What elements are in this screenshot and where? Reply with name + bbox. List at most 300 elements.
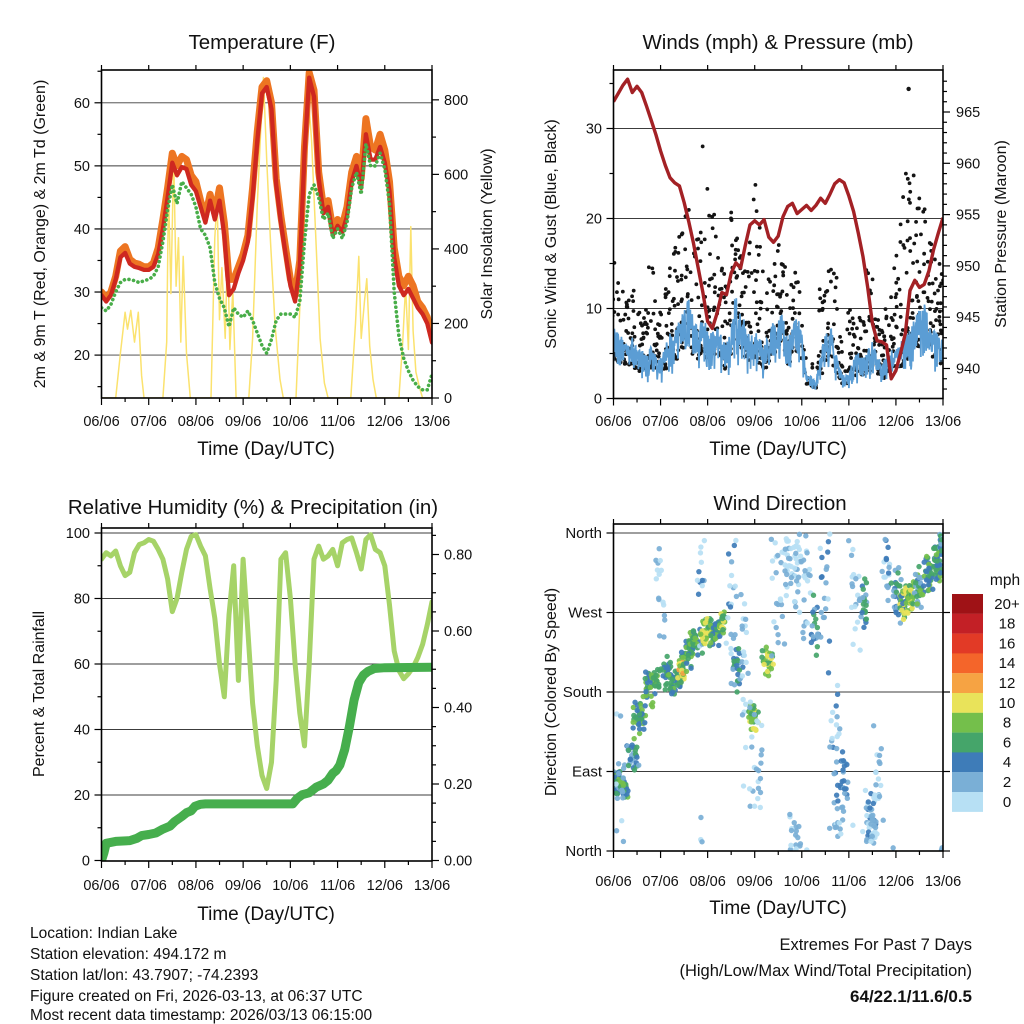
scatter-dot (716, 643, 721, 648)
gust-dot (894, 325, 898, 329)
gust-dot (911, 261, 915, 265)
gust-dot (912, 174, 916, 178)
scatter-dot (635, 708, 640, 713)
scatter-dot (800, 630, 805, 635)
scatter-dot (882, 537, 887, 542)
gust-dot (627, 317, 631, 321)
temperature-ylabel-right: Solar Insolation (Yellow) (479, 148, 496, 320)
colorbar-label: 10 (998, 694, 1016, 712)
gust-dot (663, 292, 667, 296)
scatter-dot (699, 839, 704, 844)
gust-dot (894, 295, 898, 299)
gust-dot (944, 341, 948, 345)
scatter-dot (916, 564, 921, 569)
gust-dot (632, 309, 636, 313)
scatter-dot (782, 562, 787, 567)
scatter-dot (842, 786, 847, 791)
gust-dot (755, 300, 759, 304)
gust-dot (747, 252, 751, 256)
gust-dot (901, 195, 905, 199)
gust-dot (712, 305, 716, 309)
gust-dot (906, 219, 910, 223)
y-tick-label: 30 (585, 121, 602, 138)
gust-dot (777, 243, 781, 247)
scatter-dot (693, 635, 698, 640)
gust-dot (616, 281, 620, 285)
scatter-dot (708, 640, 713, 645)
temperature-ylabel-left: 2m & 9m T (Red, Orange) & 2m Td (Green) (32, 79, 49, 389)
scatter-dot (758, 790, 763, 795)
colorbar-swatch (952, 713, 983, 733)
humidity-xlabel: Time (Day/UTC) (197, 904, 335, 925)
scatter-dot (818, 546, 823, 551)
gust-dot (917, 197, 921, 201)
gust-dot (923, 220, 927, 224)
gust-dot (720, 324, 724, 328)
scatter-dot (740, 712, 745, 717)
scatter-dot (784, 538, 789, 543)
y-tick-label: 200 (444, 316, 469, 333)
gust-dot (723, 336, 727, 340)
gust-dot (699, 231, 703, 235)
gust-dot (744, 285, 748, 289)
scatter-dot (886, 565, 891, 570)
scatter-dot (827, 744, 832, 749)
direction-tick-label: South (562, 684, 602, 701)
x-tick-label: 06/06 (595, 414, 632, 430)
gust-dot (757, 329, 761, 333)
scatter-dot (621, 775, 626, 780)
scatter-dot (795, 589, 800, 594)
gust-dot (826, 321, 830, 325)
gust-dot (840, 340, 844, 344)
scatter-dot (797, 610, 802, 615)
scatter-dot (827, 531, 832, 536)
colorbar-swatch (952, 752, 983, 772)
gust-dot (817, 354, 821, 358)
colorbar-swatch (952, 792, 983, 812)
x-tick-label: 09/06 (736, 874, 773, 890)
scatter-dot (878, 783, 883, 788)
scatter-dot (921, 583, 926, 588)
gust-dot (838, 335, 842, 339)
scatter-dot (837, 826, 842, 831)
direction-tick-label: East (571, 763, 602, 781)
gust-dot (848, 320, 852, 324)
gust-dot (922, 290, 926, 294)
scatter-dot (769, 653, 774, 658)
scatter-dot (732, 543, 737, 548)
gust-dot (793, 311, 797, 315)
scatter-dot (855, 619, 860, 624)
scatter-dot (837, 820, 842, 825)
gust-dot (936, 289, 940, 293)
y-tick-label: 0.20 (444, 777, 473, 793)
gust-dot (793, 271, 797, 275)
gust-dot (895, 305, 899, 309)
gust-dot (735, 274, 739, 278)
gust-dot (893, 313, 897, 317)
scatter-dot (761, 662, 766, 667)
scatter-dot (618, 713, 623, 718)
scatter-dot (630, 725, 635, 730)
scatter-dot (733, 583, 738, 588)
scatter-dot (815, 644, 820, 649)
scatter-dot (637, 731, 642, 736)
scatter-dot (901, 617, 906, 622)
scatter-dot (620, 781, 625, 786)
scatter-dot (805, 620, 810, 625)
footer-created: Figure created on Fri, 2026-03-13, at 06:37 UTC (30, 988, 363, 1005)
scatter-dot (745, 671, 750, 676)
scatter-dot (728, 604, 733, 609)
gust-dot (890, 316, 894, 320)
scatter-dot (725, 615, 730, 620)
scatter-dot (838, 831, 843, 836)
gust-dot (703, 237, 707, 241)
y-tick-label: 960 (956, 156, 981, 173)
gust-dot (784, 321, 788, 325)
scatter-dot (835, 692, 840, 697)
scatter-dot (700, 650, 705, 655)
gust-dot (647, 265, 651, 269)
scatter-dot (870, 813, 875, 818)
scatter-dot (825, 596, 830, 601)
gust-dot (742, 291, 746, 295)
gust-dot (785, 293, 789, 297)
colorbar-swatch (952, 594, 983, 614)
scatter-dot (747, 705, 752, 710)
gust-dot (849, 352, 853, 356)
scatter-dot (751, 726, 756, 731)
scatter-dot (665, 666, 670, 671)
gust-dot (856, 346, 860, 350)
scatter-dot (834, 703, 839, 708)
gust-dot (723, 367, 727, 371)
scatter-dot (933, 577, 938, 582)
scatter-dot (670, 689, 675, 694)
gust-dot (922, 252, 926, 256)
scatter-dot (758, 752, 763, 757)
colorbar-swatch (952, 653, 983, 673)
scatter-dot (905, 610, 910, 615)
x-tick-label: 12/06 (366, 878, 403, 894)
gust-dot (736, 248, 740, 252)
gust-dot (798, 290, 802, 294)
scatter-dot (835, 683, 840, 688)
gust-dot (937, 315, 941, 319)
scatter-dot (783, 582, 788, 587)
scatter-dot (868, 821, 873, 826)
gust-dot (696, 237, 700, 241)
scatter-dot (758, 760, 763, 765)
gust-dot (705, 187, 709, 191)
scatter-dot (662, 613, 667, 618)
scatter-dot (620, 795, 625, 800)
gust-dot (851, 343, 855, 347)
scatter-dot (868, 839, 873, 844)
scatter-dot (616, 761, 621, 766)
scatter-dot (898, 577, 903, 582)
gust-dot (684, 275, 688, 279)
gust-dot (616, 313, 620, 317)
gust-dot (785, 332, 789, 336)
y-tick-label: 400 (444, 241, 469, 258)
gust-dot (730, 244, 734, 248)
gust-dot (939, 322, 943, 326)
scatter-dot (826, 670, 831, 675)
scatter-dot (881, 818, 886, 823)
x-tick-label: 06/06 (83, 414, 120, 430)
scatter-dot (679, 650, 684, 655)
scatter-dot (840, 749, 845, 754)
scatter-dot (636, 762, 641, 767)
scatter-dot (663, 687, 668, 692)
gust-dot (653, 343, 657, 347)
scatter-dot (879, 569, 884, 574)
scatter-dot (793, 847, 798, 852)
gust-dot (689, 270, 693, 274)
scatter-dot (775, 640, 780, 645)
scatter-dot (770, 576, 775, 581)
scatter-dot (896, 612, 901, 617)
gust-dot (837, 351, 841, 355)
colorbar-label: 8 (1002, 714, 1012, 732)
scatter-dot (810, 609, 815, 614)
scatter-dot (643, 689, 648, 694)
gust-dot (699, 259, 703, 263)
gust-dot (826, 326, 830, 330)
scatter-dot (895, 570, 900, 575)
gust-dot (882, 334, 886, 338)
y-tick-label: 955 (956, 207, 981, 224)
gust-dot (677, 235, 681, 239)
y-tick-label: 0.60 (444, 624, 473, 640)
gust-dot (918, 306, 922, 310)
scatter-dot (700, 583, 705, 588)
gust-dot (817, 309, 821, 313)
footer-location: Location: Indian Lake (30, 925, 178, 942)
x-tick-label: 10/06 (272, 414, 309, 430)
scatter-dot (661, 634, 666, 639)
scatter-dot (873, 819, 878, 824)
gust-dot (639, 321, 643, 325)
scatter-dot (758, 776, 763, 781)
scatter-dot (885, 545, 890, 550)
temp-2m-line (102, 78, 433, 343)
scatter-dot (732, 682, 737, 687)
gust-dot (686, 292, 690, 296)
gust-dot (892, 342, 896, 346)
gust-dot (685, 268, 689, 272)
gust-dot (623, 313, 627, 317)
gust-dot (908, 190, 912, 194)
temp-9m-line (102, 73, 433, 337)
gust-dot (720, 267, 724, 271)
x-tick-label: 06/06 (83, 878, 120, 894)
gust-dot (667, 290, 671, 294)
scatter-dot (794, 578, 799, 583)
gust-dot (938, 319, 942, 323)
gust-dot (657, 351, 661, 355)
y-tick-label: 80 (73, 591, 90, 608)
gust-dot (848, 332, 852, 336)
gust-dot (919, 232, 923, 236)
scatter-dot (786, 556, 791, 561)
gust-dot (829, 280, 833, 284)
gust-dot (658, 323, 662, 327)
y-tick-label: 20 (73, 348, 90, 365)
scatter-dot (819, 610, 824, 615)
gust-dot (733, 257, 737, 261)
gust-dot (876, 318, 880, 322)
scatter-dot (866, 799, 871, 804)
scatter-dot (698, 550, 703, 555)
gust-dot (728, 311, 732, 315)
gust-dot (915, 295, 919, 299)
scatter-dot (889, 580, 894, 585)
gust-dot (729, 211, 733, 215)
scatter-dot (636, 721, 641, 726)
x-tick-label: 12/06 (877, 414, 915, 430)
x-tick-label: 09/06 (224, 414, 262, 430)
scatter-dot (814, 653, 819, 658)
colorbar-label: 6 (1002, 734, 1012, 752)
scatter-dot (739, 623, 744, 628)
gust-dot (772, 283, 776, 287)
scatter-dot (873, 782, 878, 787)
gust-dot (852, 322, 856, 326)
scatter-dot (793, 551, 798, 556)
y-tick-label: 30 (73, 285, 90, 302)
gust-dot (718, 287, 722, 291)
x-tick-label: 11/06 (319, 878, 356, 894)
scatter-dot (811, 593, 816, 598)
gust-dot (697, 314, 701, 318)
direction-tick-label: West (568, 604, 602, 622)
scatter-dot (873, 770, 878, 775)
gust-dot (787, 326, 791, 330)
scatter-dot (670, 677, 675, 682)
footer-latlon: Station lat/lon: 43.7907; -74.2393 (30, 967, 259, 984)
gust-dot (935, 307, 939, 311)
x-tick-label: 07/06 (642, 874, 679, 890)
gust-dot (722, 272, 726, 276)
scatter-dot (749, 744, 754, 749)
gust-dot (756, 322, 760, 326)
gust-dot (791, 306, 795, 310)
gust-dot (834, 286, 838, 290)
scatter-dot (860, 829, 865, 834)
scatter-dot (728, 651, 733, 656)
gust-dot (894, 281, 898, 285)
scatter-dot (654, 576, 659, 581)
scatter-dot (634, 755, 639, 760)
scatter-dot (914, 594, 919, 599)
scatter-dot (684, 660, 689, 665)
gust-dot (852, 333, 856, 337)
gust-dot (673, 269, 677, 273)
gust-dot (859, 337, 863, 341)
gust-dot (889, 295, 893, 299)
gust-dot (928, 307, 932, 311)
scatter-dot (782, 641, 787, 646)
gust-dot (760, 301, 764, 305)
x-tick-label: 08/06 (177, 878, 215, 894)
scatter-dot (801, 573, 806, 578)
scatter-dot (795, 539, 800, 544)
gust-dot (765, 291, 769, 295)
scatter-dot (741, 649, 746, 654)
y-tick-label: 0 (444, 391, 453, 407)
scatter-dot (634, 744, 639, 749)
scatter-dot (803, 533, 808, 538)
gust-dot (730, 218, 734, 222)
scatter-dot (632, 700, 637, 705)
scatter-dot (926, 566, 931, 571)
gust-dot (761, 269, 765, 273)
gust-dot (911, 316, 915, 320)
gust-dot (694, 282, 698, 286)
gust-dot (899, 222, 903, 226)
scatter-dot (799, 559, 804, 564)
scatter-dot (760, 648, 765, 653)
gust-dot (646, 311, 650, 315)
gust-dot (676, 302, 680, 306)
scatter-dot (631, 736, 636, 741)
gust-dot (680, 274, 684, 278)
scatter-dot (680, 655, 685, 660)
scatter-dot (643, 676, 648, 681)
gust-dot (938, 262, 942, 266)
scatter-dot (684, 669, 689, 674)
scatter-dot (795, 544, 800, 549)
x-tick-label: 12/06 (877, 874, 915, 890)
scatter-dot (668, 660, 673, 665)
scatter-dot (688, 666, 693, 671)
scatter-dot (881, 574, 886, 579)
scatter-dot (743, 701, 748, 706)
scatter-dot (742, 601, 747, 606)
scatter-dot (792, 820, 797, 825)
gust-dot (781, 263, 785, 267)
gust-dot (776, 249, 780, 253)
scatter-dot (827, 638, 832, 643)
gust-dot (791, 317, 795, 321)
scatter-dot (775, 632, 780, 637)
wind-ylabel-left: Sonic Wind & Gust (Blue, Black) (543, 119, 560, 349)
scatter-dot (649, 702, 654, 707)
gust-dot (899, 333, 903, 337)
scatter-dot (841, 809, 846, 814)
gust-dot (757, 253, 761, 257)
scatter-dot (809, 640, 814, 645)
scatter-dot (772, 540, 777, 545)
y-tick-label: 10 (585, 301, 602, 318)
scatter-dot (788, 581, 793, 586)
gust-dot (748, 241, 752, 245)
scatter-dot (861, 586, 866, 591)
gust-dot (633, 335, 637, 339)
gust-dot (779, 309, 783, 313)
gust-dot (643, 322, 647, 326)
scatter-dot (819, 555, 824, 560)
scatter-dot (778, 596, 783, 601)
gust-dot (659, 313, 663, 317)
scatter-dot (784, 572, 789, 577)
scatter-dot (658, 558, 663, 563)
gust-dot (670, 322, 674, 326)
